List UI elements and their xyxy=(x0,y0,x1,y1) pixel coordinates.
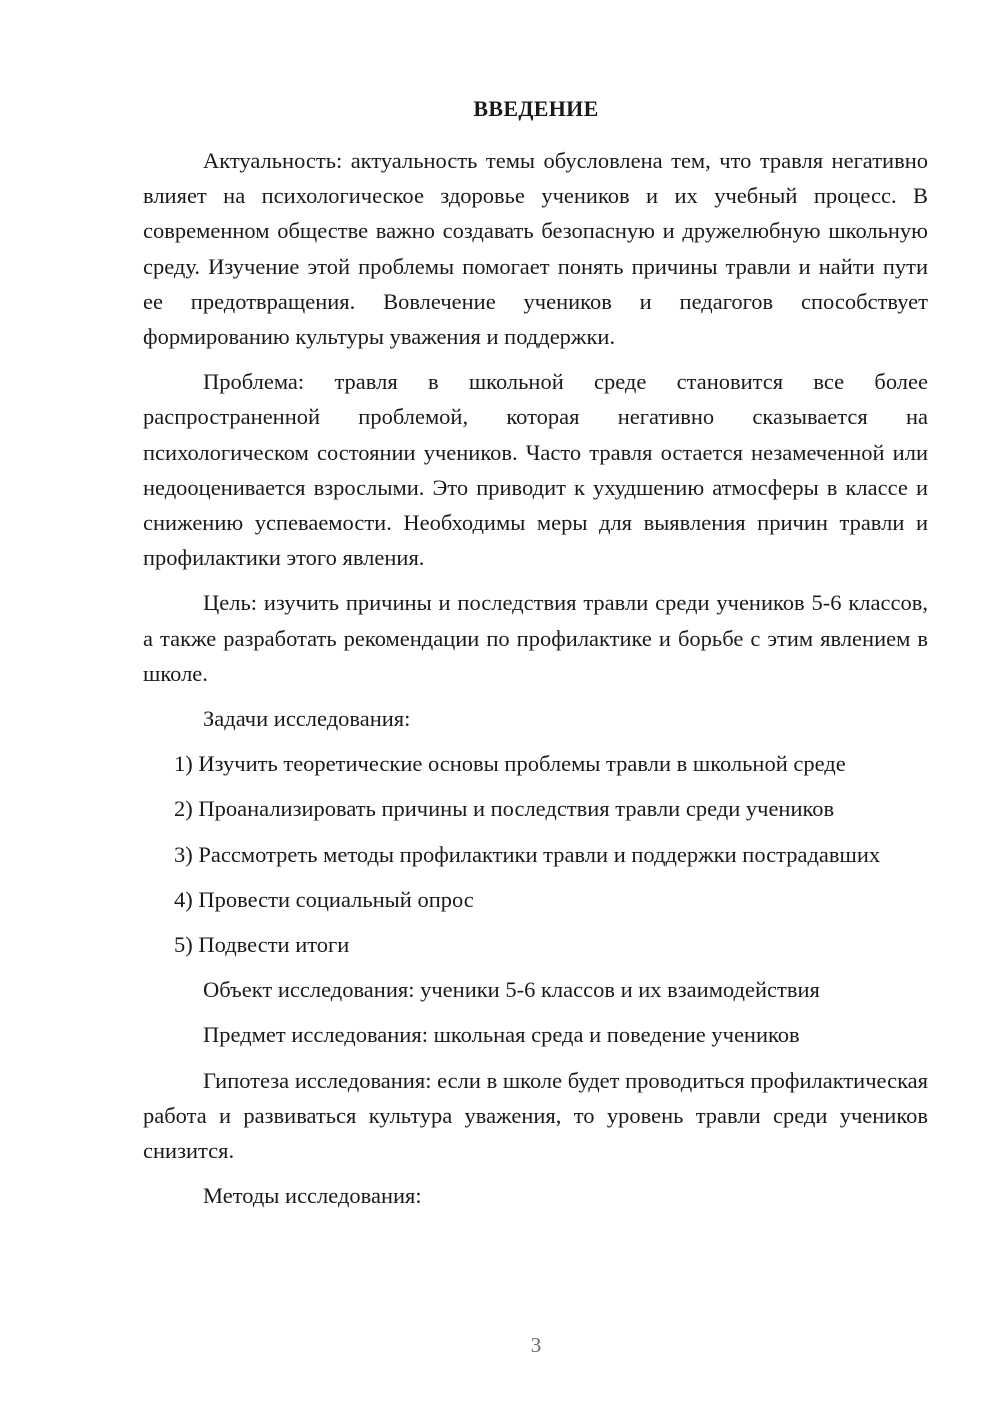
task-item-2: 2) Проанализировать причины и последствия травли среди учеников xyxy=(174,796,835,822)
goal-paragraph: Цель: изучить причины и последствия травли среди учеников 5-6 классов, а также разработать рекомендации по профилактике и борьбе с этим явлением в школе. xyxy=(143,590,928,686)
page-number: 3 xyxy=(530,1333,542,1357)
tasks-title: Задачи исследования: xyxy=(203,706,411,732)
page-content xyxy=(143,143,928,1213)
task-item-3: 3) Рассмотреть методы профилактики травли и поддержки пострадавших xyxy=(174,841,881,867)
section-heading: ВВЕДЕНИЕ xyxy=(473,96,599,121)
research-subject: Предмет исследования: школьная среда и поведение учеников xyxy=(203,1022,800,1048)
research-hypothesis: Гипотеза исследования: если в школе будет проводиться профилактическая работа и развиваться культура уважения, то уровень травли среди учеников снизится. xyxy=(143,1067,928,1164)
relevance-paragraph: Актуальность: актуальность темы обусловлена тем, что травля негативно влияет на психологическое здоровье учеников и их учебный процесс. В современном обществе важно создавать безопасную и дружелюбную школьную среду. Изучение этой проблемы помогает понять причины травли и найти пути ее предотвращения. Вовлечение учеников и педагогов способствует формированию культуры уважения и поддержки. xyxy=(143,148,928,350)
problem-paragraph: Проблема: травля в школьной среде становится все более распространенной проблемой, которая негативно сказывается на психологическом состоянии учеников. Часто травля остается незамеченной или недооценивается взрослыми. Это приводит к ухудшению атмосферы в классе и снижению успеваемости. Необходимы меры для выявления причин травли и профилактики этого явления. xyxy=(143,369,928,571)
research-methods: Методы исследования: xyxy=(203,1183,422,1209)
task-item-4: 4) Провести социальный опрос xyxy=(174,886,474,912)
task-item-1: 1) Изучить теоретические основы проблемы травли в школьной среде xyxy=(174,751,846,777)
task-item-5: 5) Подвести итоги xyxy=(174,932,350,958)
research-object: Объект исследования: ученики 5-6 классов и их взаимодействия xyxy=(203,977,820,1003)
